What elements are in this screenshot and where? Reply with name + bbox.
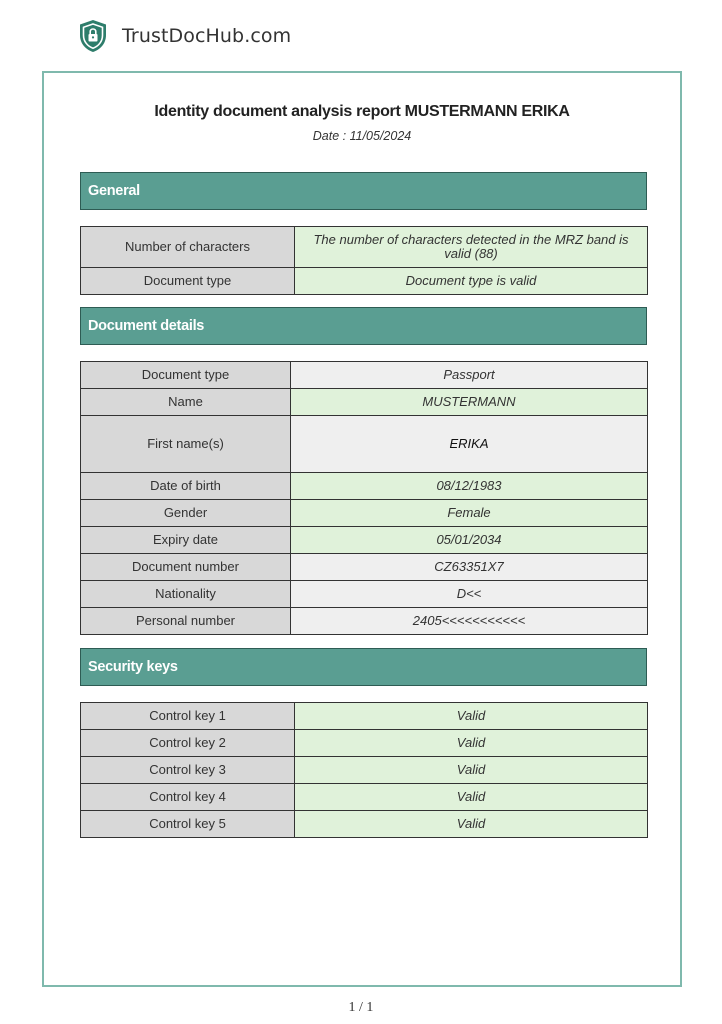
row-value: The number of characters detected in the MRZ band is valid (88) bbox=[295, 227, 648, 268]
section-header-document-details: Document details bbox=[80, 307, 647, 345]
table-row bbox=[81, 757, 648, 784]
row-label: Expiry date bbox=[81, 527, 291, 554]
row-label: Personal number bbox=[81, 608, 291, 635]
row-value: Valid bbox=[295, 757, 648, 784]
row-label: Document number bbox=[81, 554, 291, 581]
table-row bbox=[81, 473, 648, 500]
table-row bbox=[81, 527, 648, 554]
row-label: Gender bbox=[81, 500, 291, 527]
section-header-general: General bbox=[80, 172, 647, 210]
table-row bbox=[81, 811, 648, 838]
row-value: Valid bbox=[295, 784, 648, 811]
row-label: Control key 2 bbox=[81, 730, 295, 757]
row-value: 05/01/2034 bbox=[291, 527, 648, 554]
row-value: Passport bbox=[291, 362, 648, 389]
row-value: ERIKA bbox=[291, 416, 648, 473]
table-row bbox=[81, 608, 648, 635]
row-value: 2405<<<<<<<<<<< bbox=[291, 608, 648, 635]
row-label: Control key 3 bbox=[81, 757, 295, 784]
row-value: Document type is valid bbox=[295, 268, 648, 295]
row-label: Document type bbox=[81, 362, 291, 389]
page-number: 1 / 1 bbox=[348, 1000, 374, 1015]
row-value: Female bbox=[291, 500, 648, 527]
brand-header bbox=[78, 18, 291, 54]
row-value: Valid bbox=[295, 730, 648, 757]
row-value: Valid bbox=[295, 811, 648, 838]
table-row bbox=[81, 227, 648, 268]
table-row bbox=[81, 389, 648, 416]
table-row bbox=[81, 730, 648, 757]
document-details-table bbox=[80, 361, 648, 635]
table-row bbox=[81, 362, 648, 389]
report-date: Date : 11/05/2024 bbox=[312, 129, 412, 143]
brand-name[interactable]: TrustDocHub.com bbox=[122, 25, 292, 47]
row-label: Nationality bbox=[81, 581, 291, 608]
row-label: Date of birth bbox=[81, 473, 291, 500]
row-label: Control key 1 bbox=[81, 703, 295, 730]
row-label: Number of characters bbox=[81, 227, 295, 268]
table-row bbox=[81, 554, 648, 581]
row-value: Valid bbox=[295, 703, 648, 730]
general-table bbox=[80, 226, 648, 295]
row-value: CZ63351X7 bbox=[291, 554, 648, 581]
row-value: 08/12/1983 bbox=[291, 473, 648, 500]
row-value: MUSTERMANN bbox=[291, 389, 648, 416]
table-row bbox=[81, 500, 648, 527]
row-label: Control key 4 bbox=[81, 784, 295, 811]
row-label: Document type bbox=[81, 268, 295, 295]
table-row bbox=[81, 268, 648, 295]
table-row bbox=[81, 581, 648, 608]
row-label: First name(s) bbox=[81, 416, 291, 473]
row-value: D<< bbox=[291, 581, 648, 608]
row-label: Control key 5 bbox=[81, 811, 295, 838]
section-header-security-keys: Security keys bbox=[80, 648, 647, 686]
report-page bbox=[42, 71, 682, 987]
report-title: Identity document analysis report MUSTERMANN ERIKA bbox=[154, 103, 570, 120]
shield-lock-icon bbox=[78, 19, 108, 53]
table-row bbox=[81, 703, 648, 730]
table-row bbox=[81, 416, 648, 473]
security-keys-table bbox=[80, 702, 648, 838]
row-label: Name bbox=[81, 389, 291, 416]
table-row bbox=[81, 784, 648, 811]
